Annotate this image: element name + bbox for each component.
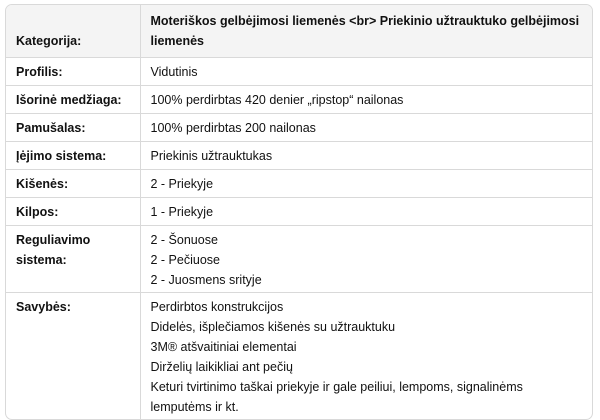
row-value: 100% perdirbtas 420 denier „ripstop“ nailonas (140, 86, 592, 114)
spec-table-container (5, 4, 593, 420)
value-line: 3M® atšvaitiniai elementai (150, 340, 297, 354)
row-key: Pamušalas: (6, 114, 140, 142)
row-value: Vidutinis (140, 58, 592, 86)
row-key: Išorinė medžiaga: (6, 86, 140, 114)
header-product: Moteriškos gelbėjimosi liemenės <br> Priekinio užtrauktuko gelbėjimosi liemenės (140, 5, 592, 58)
row-key: Kilpos: (6, 198, 140, 226)
table-row (6, 142, 592, 170)
row-value (140, 226, 592, 293)
row-key: Reguliavimo sistema: (6, 226, 140, 293)
row-value: 2 - Priekyje (140, 170, 592, 198)
table-row (6, 293, 592, 420)
row-key: Savybės: (6, 293, 140, 420)
value-line: Dirželių laikikliai ant pečių (150, 360, 293, 374)
table-row (6, 198, 592, 226)
value-line: 2 - Šonuose (150, 233, 218, 247)
value-line: 2 - Juosmens srityje (150, 273, 262, 287)
spec-table (6, 5, 592, 419)
table-row (6, 86, 592, 114)
row-key: Kišenės: (6, 170, 140, 198)
value-line: Didelės, išplečiamos kišenės su užtrauktuku (150, 320, 396, 334)
header-category: Kategorija: (6, 5, 140, 58)
table-row (6, 58, 592, 86)
row-value: 1 - Priekyje (140, 198, 592, 226)
table-row (6, 226, 592, 293)
table-header-row (6, 5, 592, 58)
value-line: Perdirbtos konstrukcijos (150, 300, 284, 314)
value-line: 2 - Pečiuose (150, 253, 220, 267)
table-row (6, 170, 592, 198)
row-value: Priekinis užtrauktukas (140, 142, 592, 170)
row-value (140, 293, 592, 420)
row-value: 100% perdirbtas 200 nailonas (140, 114, 592, 142)
row-key: Profilis: (6, 58, 140, 86)
value-line: Keturi tvirtinimo taškai priekyje ir gale peiliui, lempoms, signalinėms lemputėms ir kt. (150, 380, 523, 414)
table-row (6, 114, 592, 142)
row-key: Įėjimo sistema: (6, 142, 140, 170)
